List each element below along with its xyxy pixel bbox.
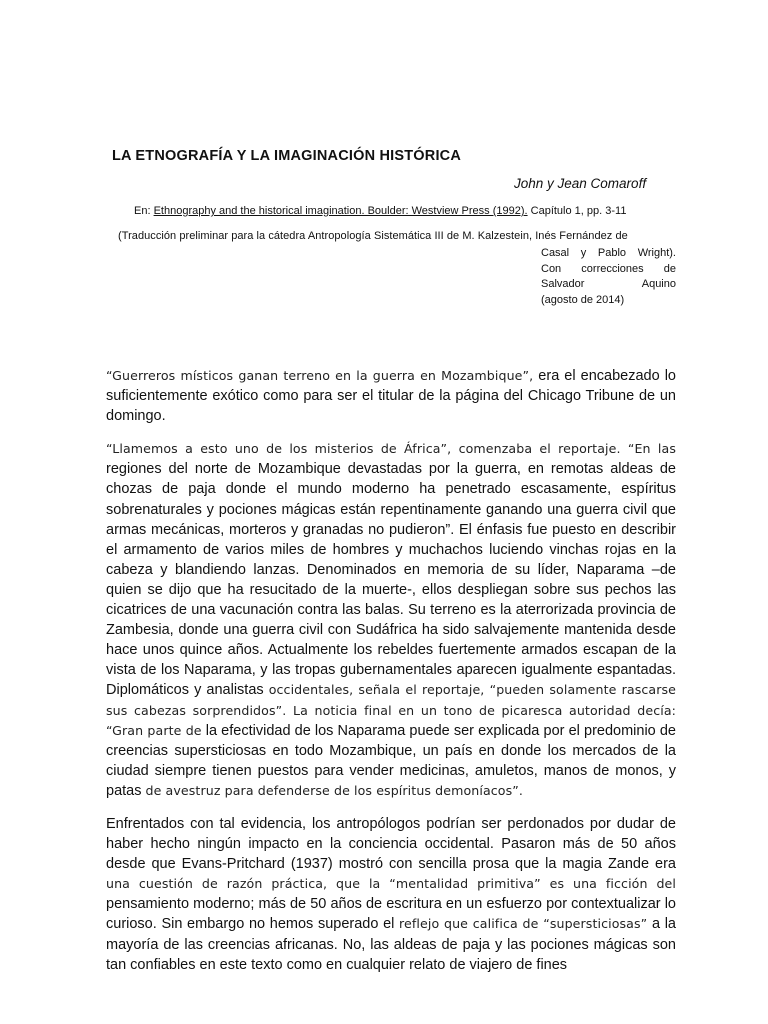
authors-line: John y Jean Comaroff [514,176,647,191]
paragraph-2 [106,439,676,801]
paragraph-3-quote-reason: una cuestión de razón práctica, que la “mentalidad primitiva” es una ficción del [106,876,676,892]
source-suffix: Capítulo 1, pp. 3-11 [527,205,627,217]
paragraph-3-text-start: Enfrentados con tal evidencia, los antropólogos podrían ser perdonados por dudar de haber hecho ningún impacto en la conciencia occidental. Pasaron más de 50 años desde que Evans-Pritchard (1937) mostró con sencilla prosa que la magia Zande era [106,815,676,873]
translation-note-line-3: Con correcciones de [541,262,676,275]
paragraph-2-text-main: regiones del norte de Mozambique devastadas por la guerra, en remotas aldeas de chozas de paja donde el mundo moderno ha penetrado escasamente, espíritus sobrenaturales y pociones mágicas están repentinamente ganando una guerra civil que armas mecánicas, morteros y granadas no pudieron”. El énfasis fue puesto en describir el armamento de varios miles de hombres y muchachos luciendo vinchas rojas en la cabeza y blandiendo lanzas. Denominados en memoria de su líder, Naparama –de quien se dijo que ha resucitado de la muerte-, ellos despliegan sobre sus pechos las cicatrices de una vacunación contra las balas. Su terreno es la aterrorizada provincia de Zambesia, donde una guerra civil con Sudáfrica ha sido salvajemente mantenida desde hace unos quince años. Actualmente los rebeldes fuertemente armados escapan de la vista de los Naparama, y las tropas gubernamentales aparecen igualmente espantadas. Diplomáticos y analistas [106,461,676,699]
translation-note-line-1: (Traducción preliminar para la cátedra Antropología Sistemática III de M. Kalzestein, Inés Fernández de [118,230,628,242]
paragraph-2-quote-end: de avestruz para defenderse de los espíritus demoníacos”. [145,782,523,798]
paragraph-1-text: era el encabezado lo suficientemente exótico como para ser el titular de la página del Chicago Tribune de un domingo. [106,368,676,425]
paragraph-2-quote-middle: occidentales, señala el reportaje, “pueden solamente rascarse sus cabezas sorprendidos”. La noticia final en un tono de picaresca autoridad decía: “Gran parte de [106,682,676,738]
headline-quote: “Guerreros místicos ganan terreno en la guerra en Mozambique”, [106,368,534,383]
source-citation [134,205,626,217]
source-reference: Ethnography and the historical imagination. Boulder: Westview Press (1992). [153,205,528,217]
source-prefix: En: [134,205,154,217]
document-title: LA ETNOGRAFÍA Y LA IMAGINACIÓN HISTÓRICA [112,148,462,164]
paragraph-3-text-end: a la mayoría de las creencias africanas. No, las aldeas de paja y las pociones mágicas son tan confiables en este texto como en cualquier relato de viajero de fines [106,916,676,973]
paragraph-3-quote-reflex: reflejo que califica de “supersticiosas” [399,916,648,932]
translation-note-line-4: Salvador Aquino [541,278,676,290]
translation-note-block [541,246,676,308]
paragraph-2-quote-start: “Llamemos a esto uno de los misterios de África”, comenzaba el reportaje. “En las [106,441,676,457]
paragraph-2-text-end: la efectividad de los Naparama puede ser explicada por el predominio de creencias supersticiosas en todo Mozambique, un país en donde los mercados de la ciudad siempre tienen puestos para vender medicinas, amuletos, manos de monos, y patas [106,722,676,799]
translation-note-line-5: (agosto de 2014) [541,293,625,306]
translation-note-line-2: Casal y Pablo Wright). [541,247,676,259]
paragraph-3 [106,814,676,975]
paragraph-1 [106,366,676,426]
paragraph-3-text-middle: pensamiento moderno; más de 50 años de escritura en un esfuerzo por contextualizar lo curioso. Sin embargo no hemos superado el [106,896,676,933]
body-text [106,366,676,988]
